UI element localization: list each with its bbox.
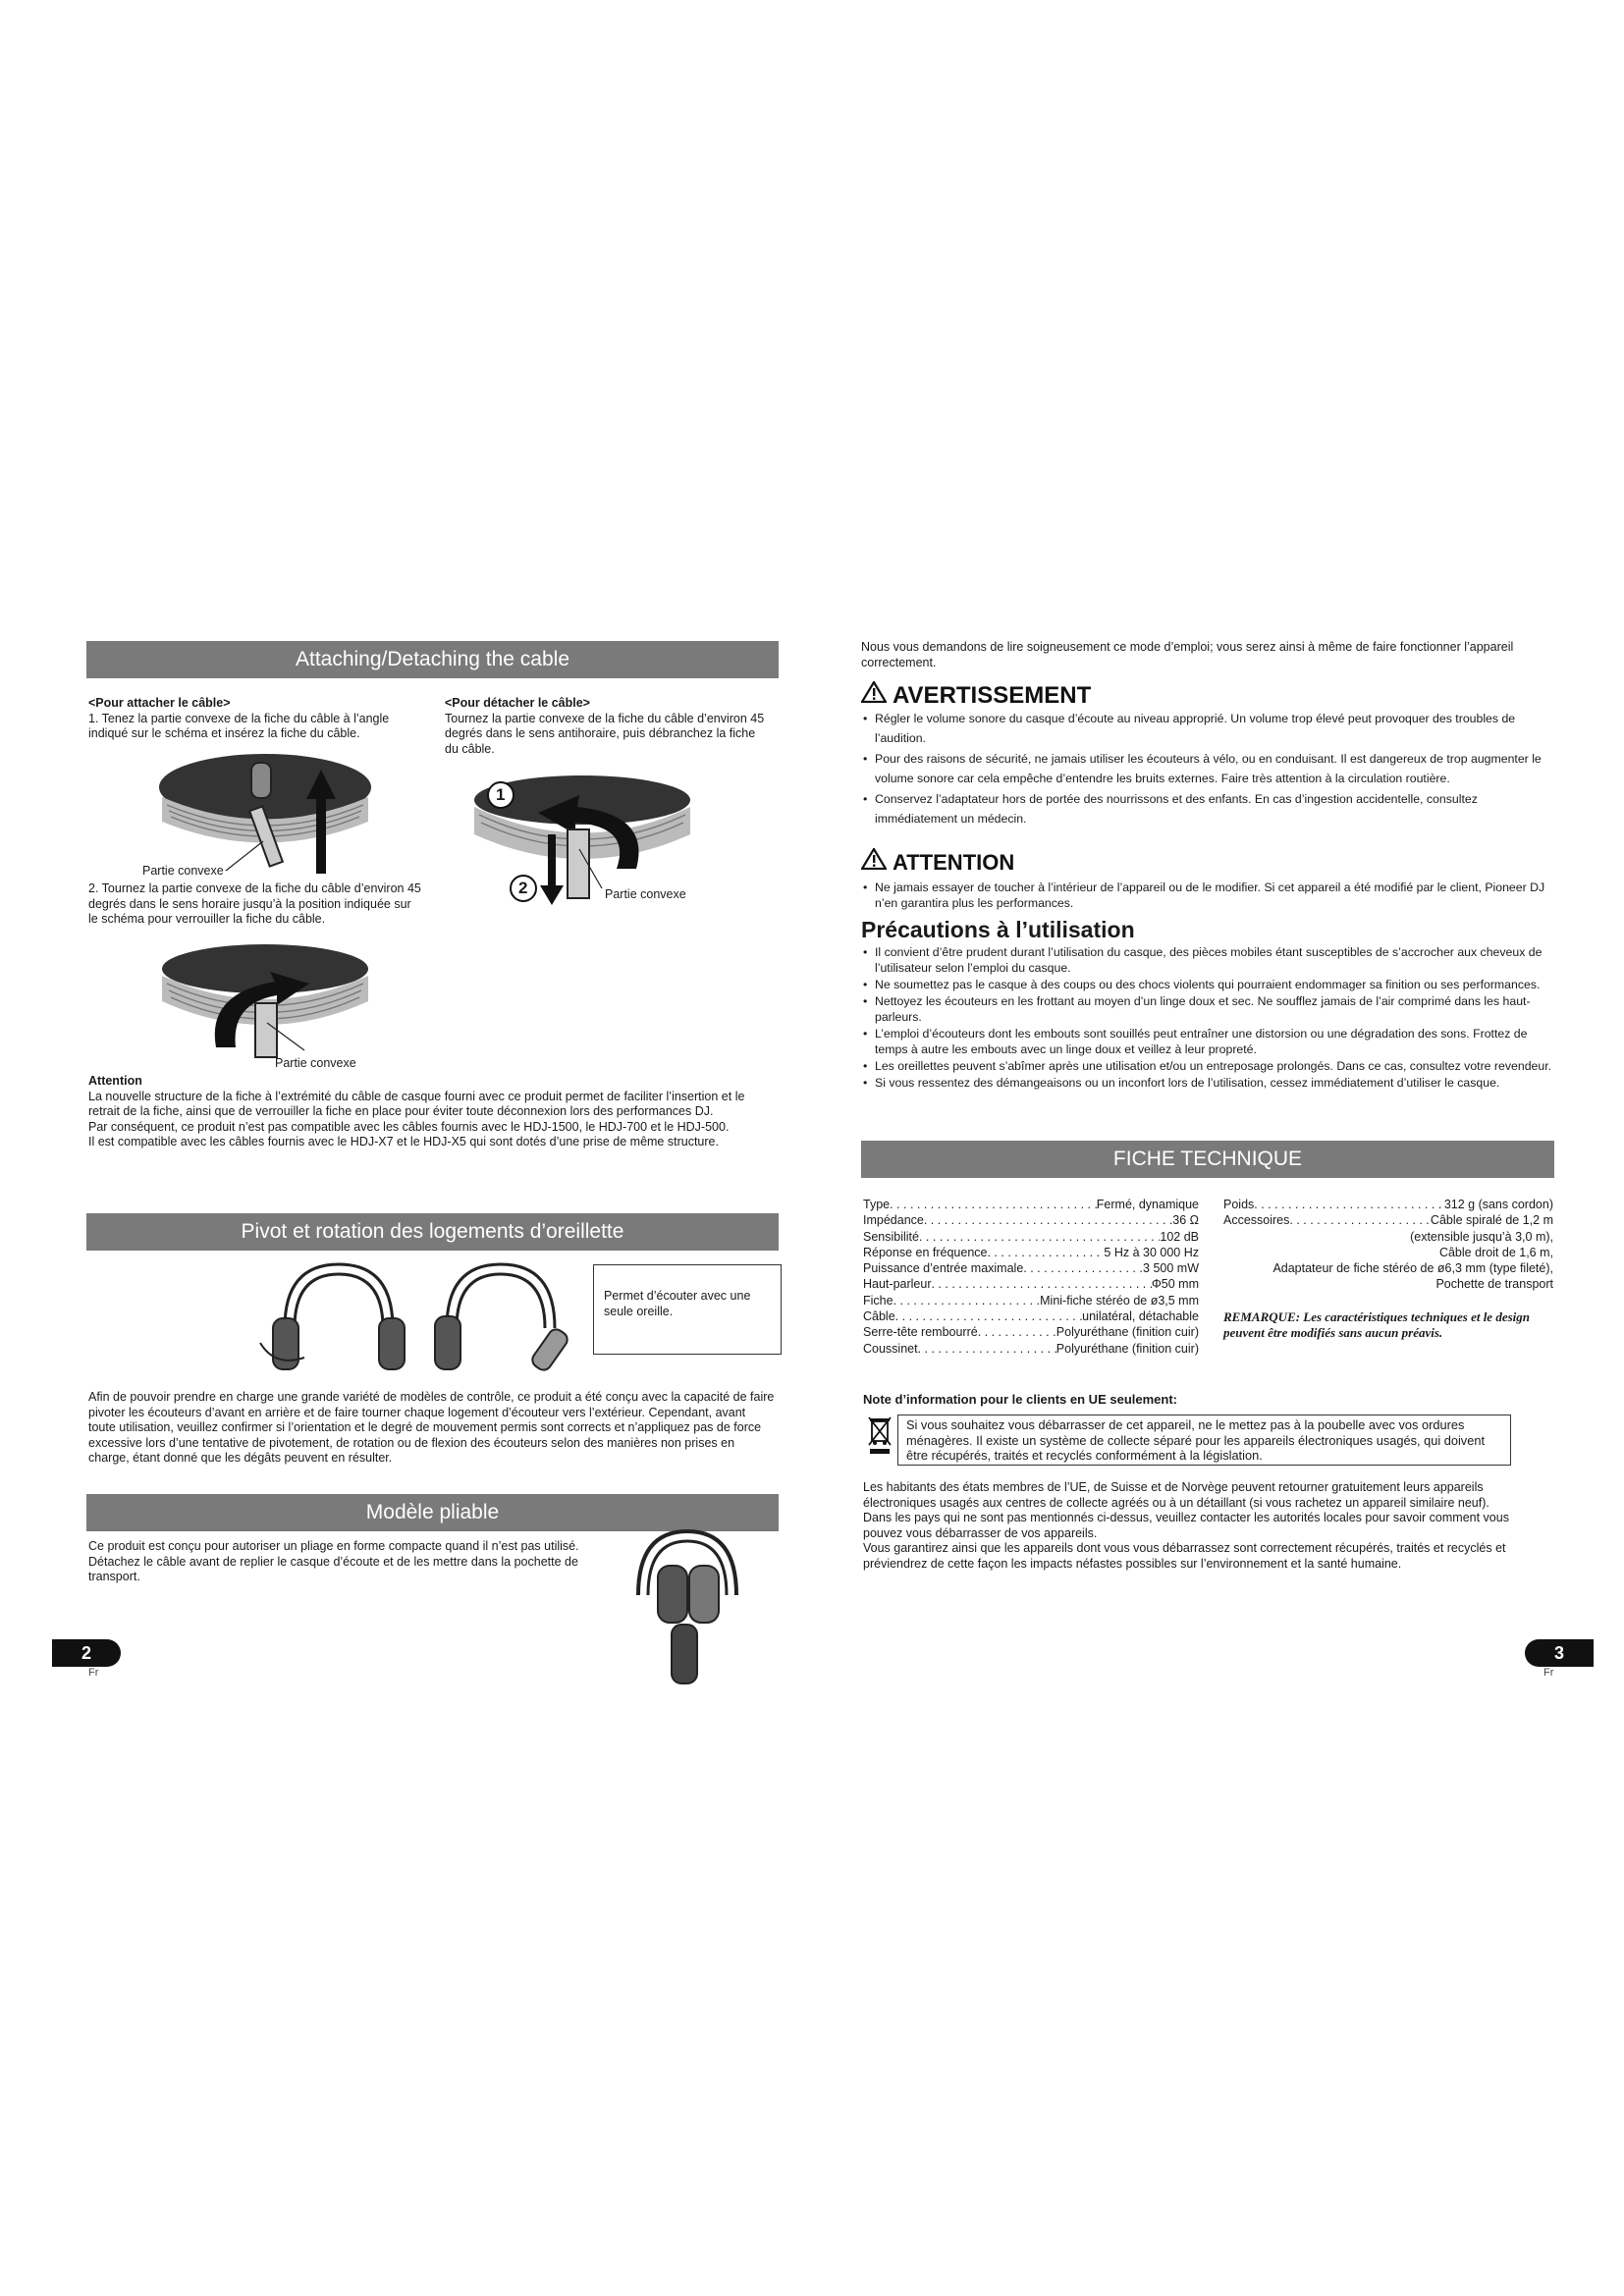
spec-value: Mini-fiche stéréo de ø3,5 mm [1040,1293,1199,1308]
spec-row [863,1197,1199,1212]
avertissement-title: AVERTISSEMENT [893,682,1092,709]
spec-key: Réponse en fréquence [863,1245,988,1259]
spec-row [863,1324,1199,1340]
spec-value: 102 dB [1160,1229,1199,1244]
attach-step2: 2. Tournez la partie convexe de la fiche du câble d’environ 45 degrés dans le sens horaire jusqu’à la position indiquée sur le schéma pour verrouiller la fiche du câble. [88,881,421,926]
attach-column [88,696,412,742]
eu-heading: Note d’information pour le clients en UE seulement: [863,1392,1177,1407]
precaution-item: • Si vous ressentez des démangeaisons ou un inconfort lors de l’utilisation, cessez immédiatement d’utiliser le casque. [861,1075,1558,1091]
headphone-rotated [447,1264,555,1328]
spec-key: Coussinet [863,1341,918,1356]
eu-p3: Vous garantirez ainsi que les appareils dont vous vous débarrassez sont correctement récupérés, traités et recyclés et préviendrez de cette façon les impacts néfastes possibles sur l’environnement et la santé humaine. [863,1541,1506,1571]
spec-key: Sensibilité [863,1229,919,1244]
spec-key: Serre-tête rembourré [863,1325,978,1340]
pliable-body-block [88,1539,599,1585]
avertissement-list [861,709,1553,829]
spec-value: unilatéral, détachable [1082,1309,1199,1324]
detach-text: Tournez la partie convexe de la fiche du câble d’environ 45 degrés dans le sens antihoraire, puis débranchez la fiche du câble. [445,711,765,756]
precaution-item: • L’emploi d’écouteurs dont les embouts sont souillés peut entraîner une distorsion ou une dégradation des sons. Frottez de temps à autre les embouts avec un linge doux et veillez à leur propreté. [861,1026,1558,1057]
spec-row [863,1308,1199,1324]
eu-box-text: Si vous souhaitez vous débarrasser de cet appareil, ne le mettez pas à la poubelle avec vos ordures ménagères. Il existe un système de collecte séparé pour les appareils électroniques usagés, qui doivent être récupérés, traités et recyclés conformément à la législation. [906,1417,1485,1463]
spec-value: Câble spiralé de 1,2 m [1430,1213,1553,1228]
spec-row [1223,1212,1553,1228]
spec-value: 36 Ω [1172,1213,1199,1228]
precautions-heading: Précautions à l’utilisation [861,917,1135,942]
remarque-note: REMARQUE: Les caractéristiques techniques et le design peuvent être modifiés sans aucun préavis. [1223,1309,1530,1340]
section-title-pliable: Modèle pliable [86,1494,779,1531]
spec-key: Accessoires [1223,1213,1290,1228]
page-number-left: 2 [52,1639,121,1667]
attention-p2: Par conséquent, ce produit n’est pas compatible avec les câbles fournis avec le HDJ-1500, le HDJ-700 et le HDJ-500. [88,1119,730,1134]
section-title-fiche: FICHE TECHNIQUE [861,1141,1554,1178]
attention-p3: Il est compatible avec les câbles fournis avec le HDJ-X7 et le HDJ-X5 qui sont dotés d’une prise de même structure. [88,1135,719,1148]
spec-value: Câble droit de 1,6 m, [1438,1245,1553,1259]
spec-value: Φ50 mm [1151,1277,1199,1292]
attention-list [861,880,1553,912]
spec-row [863,1293,1199,1308]
eu-p2: Dans les pays qui ne sont pas mentionnés ci-dessus, veuillez contacter les autorités locales pour savoir comment vous pouvez vous débarrasser de vos appareils. [863,1511,1509,1540]
eu-box [897,1415,1511,1466]
spec-value: 3 500 mW [1143,1261,1199,1276]
attention-heading-right [861,848,1014,876]
eu-paragraphs [863,1480,1511,1572]
spec-value: (extensible jusqu’à 3,0 m), [1410,1229,1553,1244]
spec-row [863,1245,1199,1260]
attach-illustration-1 [157,748,383,876]
spec-row [863,1276,1199,1292]
spec-value: Polyuréthane (finition cuir) [1056,1325,1199,1340]
precautions-list [861,944,1558,1092]
page-lang-left: Fr [88,1667,99,1679]
weee-bin-icon [867,1415,893,1455]
page-number-right: 3 [1525,1639,1594,1667]
pivot-callout-box [593,1264,782,1355]
page-lang-right: Fr [1543,1667,1554,1679]
pliable-body: Ce produit est conçu pour autoriser un pliage en forme compacte quand il n’est pas utilisé. Détachez le câble avant de replier le casque d’écoute et de les mettre dans la pochette de transport. [88,1539,579,1583]
avert-item: • Conservez l’adaptateur hors de portée des nourrissons et des enfants. En cas d’ingestion accidentelle, consultez immédiatement un médecin. [861,789,1553,828]
detach-column [445,696,769,757]
precaution-item: • Ne soumettez pas le casque à des coups ou des chocs violents qui pourraient endommager sa finition ou ses performances. [861,977,1558,992]
spec-key: Fiche [863,1293,893,1308]
warning-triangle-icon [861,848,887,876]
spec-key: Poids [1223,1198,1255,1211]
detach-heading: <Pour détacher le câble> [445,696,590,710]
spec-row [863,1260,1199,1276]
spec-key: Impédance [863,1213,924,1228]
spec-key: Puissance d’entrée maximale [863,1261,1024,1276]
precaution-item: • Nettoyez les écouteurs en les frottant au moyen d’un linge doux et sec. Ne soufflez jamais de l’air comprimé dans les haut-parleurs. [861,993,1558,1025]
attach-step1: 1. Tenez la partie convexe de la fiche du câble à l’angle indiqué sur le schéma et insérez la fiche du câble. [88,711,390,740]
avert-item: • Pour des raisons de sécurité, ne jamais utiliser les écouteurs à vélo, ou en conduisant. Il est dangereux de trop augmenter le volume sonore car cela empêche d’entendre les bruits externes. Faire très attention à la circulation routière. [861,749,1553,788]
spec-value: Adaptateur de fiche stéréo de ø6,3 mm (type fileté), [1272,1261,1553,1276]
headphone-front [285,1264,393,1328]
intro-block [861,640,1548,670]
spec-row [863,1212,1199,1228]
attach-heading: <Pour attacher le câble> [88,696,231,710]
attention-block [88,1074,776,1150]
attention-title: ATTENTION [893,850,1015,875]
spec-key: Haut-parleur [863,1277,932,1292]
specs-right [1223,1197,1553,1293]
avert-item: • Régler le volume sonore du casque d’écoute au niveau approprié. Un volume trop élevé peut provoquer des troubles de l’audition. [861,709,1553,748]
attention-p1: La nouvelle structure de la fiche à l’extrémité du câble de casque fourni avec ce produit permet de faciliter l’insertion et le retrait de la fiche, ainsi que de verrouiller la fiche en place pour éviter toute déconnexion lors des performances DJ. [88,1089,745,1118]
intro-text: Nous vous demandons de lire soigneusement ce mode d’emploi; vous serez ainsi à même de faire fonctionner l’appareil correctement. [861,640,1514,669]
attach-illustration-2 [157,944,383,1062]
eu-p1: Les habitants des états membres de l’UE, de Suisse et de Norvège peuvent retourner gratuitement leurs appareils électroniques usagés aux centres de collecte agréés ou à un détaillant (si vous rachetez un appareil similaire neuf). [863,1480,1489,1510]
specs-left [863,1197,1199,1357]
section-title-pivot: Pivot et rotation des logements d’oreillette [86,1213,779,1251]
spec-value: Polyuréthane (finition cuir) [1056,1341,1199,1356]
spec-row [1223,1197,1553,1212]
spec-value: Pochette de transport [1435,1277,1553,1292]
precaution-item: • Il convient d’être prudent durant l’utilisation du casque, des pièces mobiles étant susceptibles de s’accrocher aux cheveux de l’utilisateur selon l’emploi du casque. [861,944,1558,976]
spec-value: Fermé, dynamique [1096,1198,1199,1211]
precaution-item: • Les oreillettes peuvent s’abîmer après une utilisation et/ou un entreposage prolongés. Dans ce cas, consultez votre revendeur. [861,1058,1558,1074]
pivot-illustration [255,1259,569,1372]
attach-label-1: Partie convexe [142,864,224,878]
spec-key: Type [863,1198,891,1211]
spec-row [863,1229,1199,1245]
spec-value: 5 Hz à 30 000 Hz [1104,1245,1199,1259]
attach-step2-block [88,881,422,928]
spec-value: 312 g (sans cordon) [1443,1198,1553,1211]
warning-triangle-icon [861,681,887,710]
spec-row [863,1341,1199,1357]
section-title-attaching: Attaching/Detaching the cable [86,641,779,678]
detach-num-2: 2 [518,879,528,897]
pivot-body-block [88,1390,776,1467]
attention-item: • Ne jamais essayer de toucher à l’intérieur de l’appareil ou de le modifier. Si cet appareil a été modifié par le client, Pioneer DJ n’en garantira plus les performances. [861,880,1553,911]
avertissement-heading [861,681,1091,710]
pivot-body: Afin de pouvoir prendre en charge une grande variété de modèles de contrôle, ce produit a été conçu avec la capacité de faire pivoter les écouteurs d’avant en arrière et de faire tourner chaque logement d’écouteur vers l’extérieur. Cependant, avant toute utilisation, veuillez confirmer si l’orientation et le degré de mouvement permis sont corrects et n’appliquez pas de force excessive lors d’une tentative de pivotement, de rotation ou de flexion des écouteurs selon des manières non prises en charge, étant donné que les dégâts peuvent en résulter. [88,1390,775,1465]
pivot-callout: Permet d’écouter avec une seule oreille. [604,1289,751,1318]
detach-label: Partie convexe [605,887,686,901]
folded-headphone-illustration [628,1526,746,1688]
detach-num-1: 1 [496,785,506,804]
attach-label-2: Partie convexe [275,1056,356,1070]
spec-key: Câble [863,1309,895,1324]
attention-heading: Attention [88,1074,142,1088]
